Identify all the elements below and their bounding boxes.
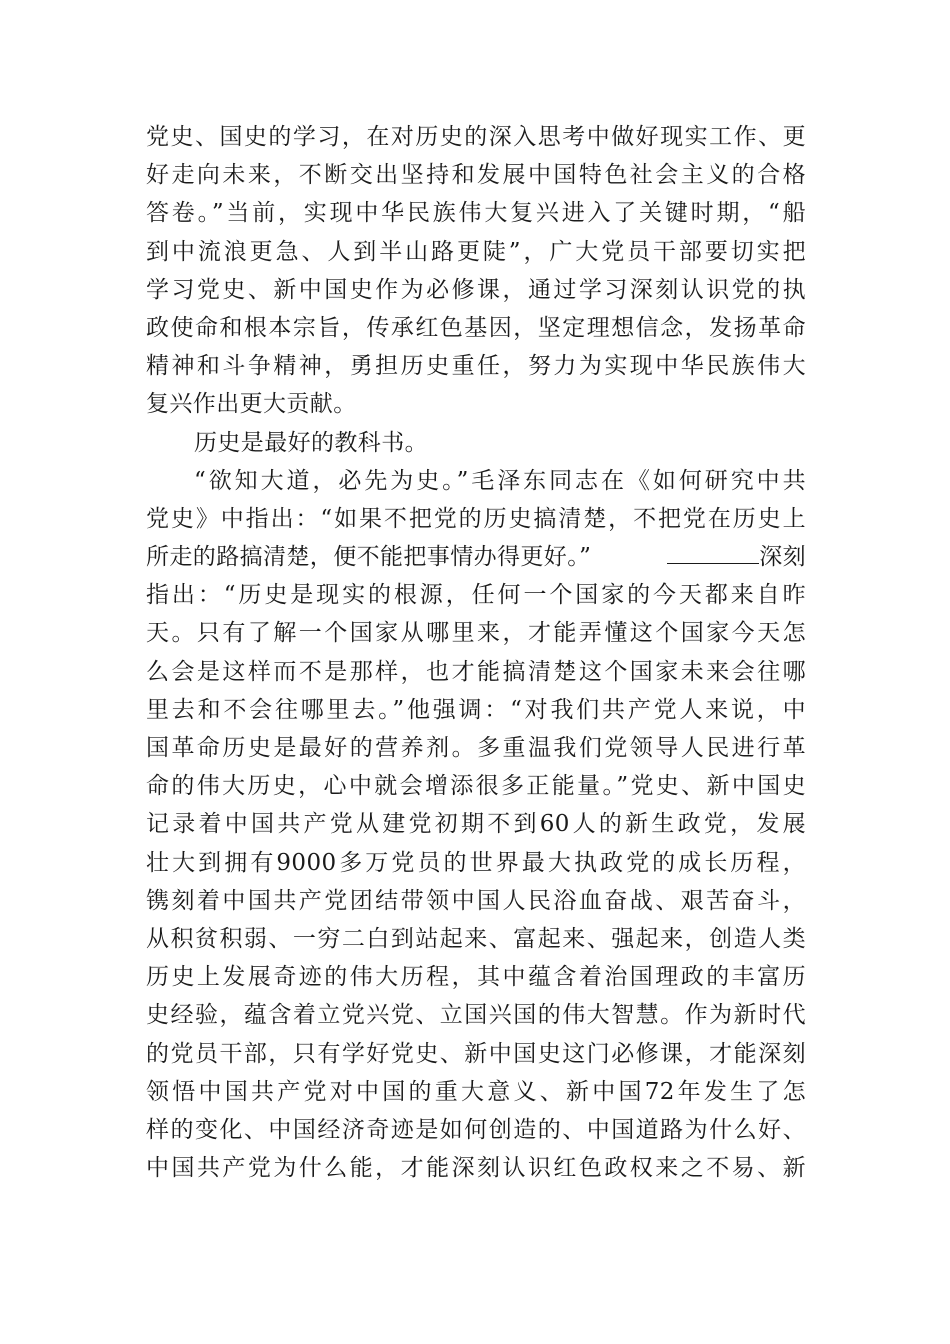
text-line: 样的变化、中国经济奇迹是如何创造的、中国道路为什么好、: [146, 1116, 806, 1143]
text-line: 答卷。”当前，实现中华民族伟大复兴进入了关键时期，“船: [146, 200, 806, 227]
text-line: [146, 538, 806, 576]
text-line: 史经验，蕴含着立党兴党、立国兴国的伟大智慧。作为新时代: [146, 1002, 806, 1029]
text-line: 天。只有了解一个国家从哪里来，才能弄懂这个国家今天怎: [146, 620, 806, 647]
text-line: 学习党史、新中国史作为必修课，通过学习深刻认识党的执: [146, 276, 806, 303]
text-line: 精神和斗争精神，勇担历史重任，努力为实现中华民族伟大: [146, 353, 806, 380]
text-line: 领悟中国共产党对中国的重大意义、新中国72年发生了怎: [146, 1078, 806, 1105]
text-line: 命的伟大历史，心中就会增添很多正能量。”党史、新中国史: [146, 773, 806, 800]
text-line: 党史》中指出：“如果不把党的历史搞清楚，不把党在历史上: [146, 505, 806, 532]
text-line: 记录着中国共产党从建党初期不到60人的新生政党，发展: [146, 811, 806, 838]
text-fragment: 所走的路搞清楚，便不能把事情办得更好。”: [146, 544, 592, 571]
text-line: 复兴作出更大贡献。: [146, 391, 357, 418]
text-fragment: 深刻: [759, 544, 806, 571]
text-line: 指出：“历史是现实的根源，任何一个国家的今天都来自昨: [146, 582, 806, 609]
body-text: [146, 118, 806, 1187]
text-line: 国革命历史是最好的营养剂。多重温我们党领导人民进行革: [146, 735, 806, 761]
redacted-blank: [667, 543, 759, 564]
text-line: 壮大到拥有9000多万党员的世界最大执政党的成长历程，: [146, 849, 806, 876]
text-line: 里去和不会往哪里去。”他强调：“对我们共产党人来说，中: [146, 696, 806, 723]
text-line: “欲知大道，必先为史。”毛泽东同志在《如何研究中共: [194, 467, 806, 494]
section-heading: 历史是最好的教科书。: [194, 429, 428, 456]
text-line: 政使命和根本宗旨，传承红色基因，坚定理想信念，发扬革命: [146, 314, 806, 341]
text-line: 镌刻着中国共产党团结带领中国人民浴血奋战、艰苦奋斗，: [146, 887, 806, 914]
text-line: 党史、国史的学习，在对历史的深入思考中做好现实工作、更: [146, 124, 806, 150]
text-line: 从积贫积弱、一穷二白到站起来、富起来、强起来，创造人类: [146, 925, 806, 952]
text-line: 的党员干部，只有学好党史、新中国史这门必修课，才能深刻: [146, 1040, 806, 1067]
text-line: 么会是这样而不是那样，也才能搞清楚这个国家未来会往哪: [146, 658, 806, 685]
text-line: 历史上发展奇迹的伟大历程，其中蕴含着治国理政的丰富历: [146, 964, 806, 991]
text-line: 到中流浪更急、人到半山路更陡”，广大党员干部要切实把: [146, 238, 806, 265]
text-line: 中国共产党为什么能，才能深刻认识红色政权来之不易、新: [146, 1155, 806, 1182]
text-line: 好走向未来，不断交出坚持和发展中国特色社会主义的合格: [146, 162, 806, 189]
